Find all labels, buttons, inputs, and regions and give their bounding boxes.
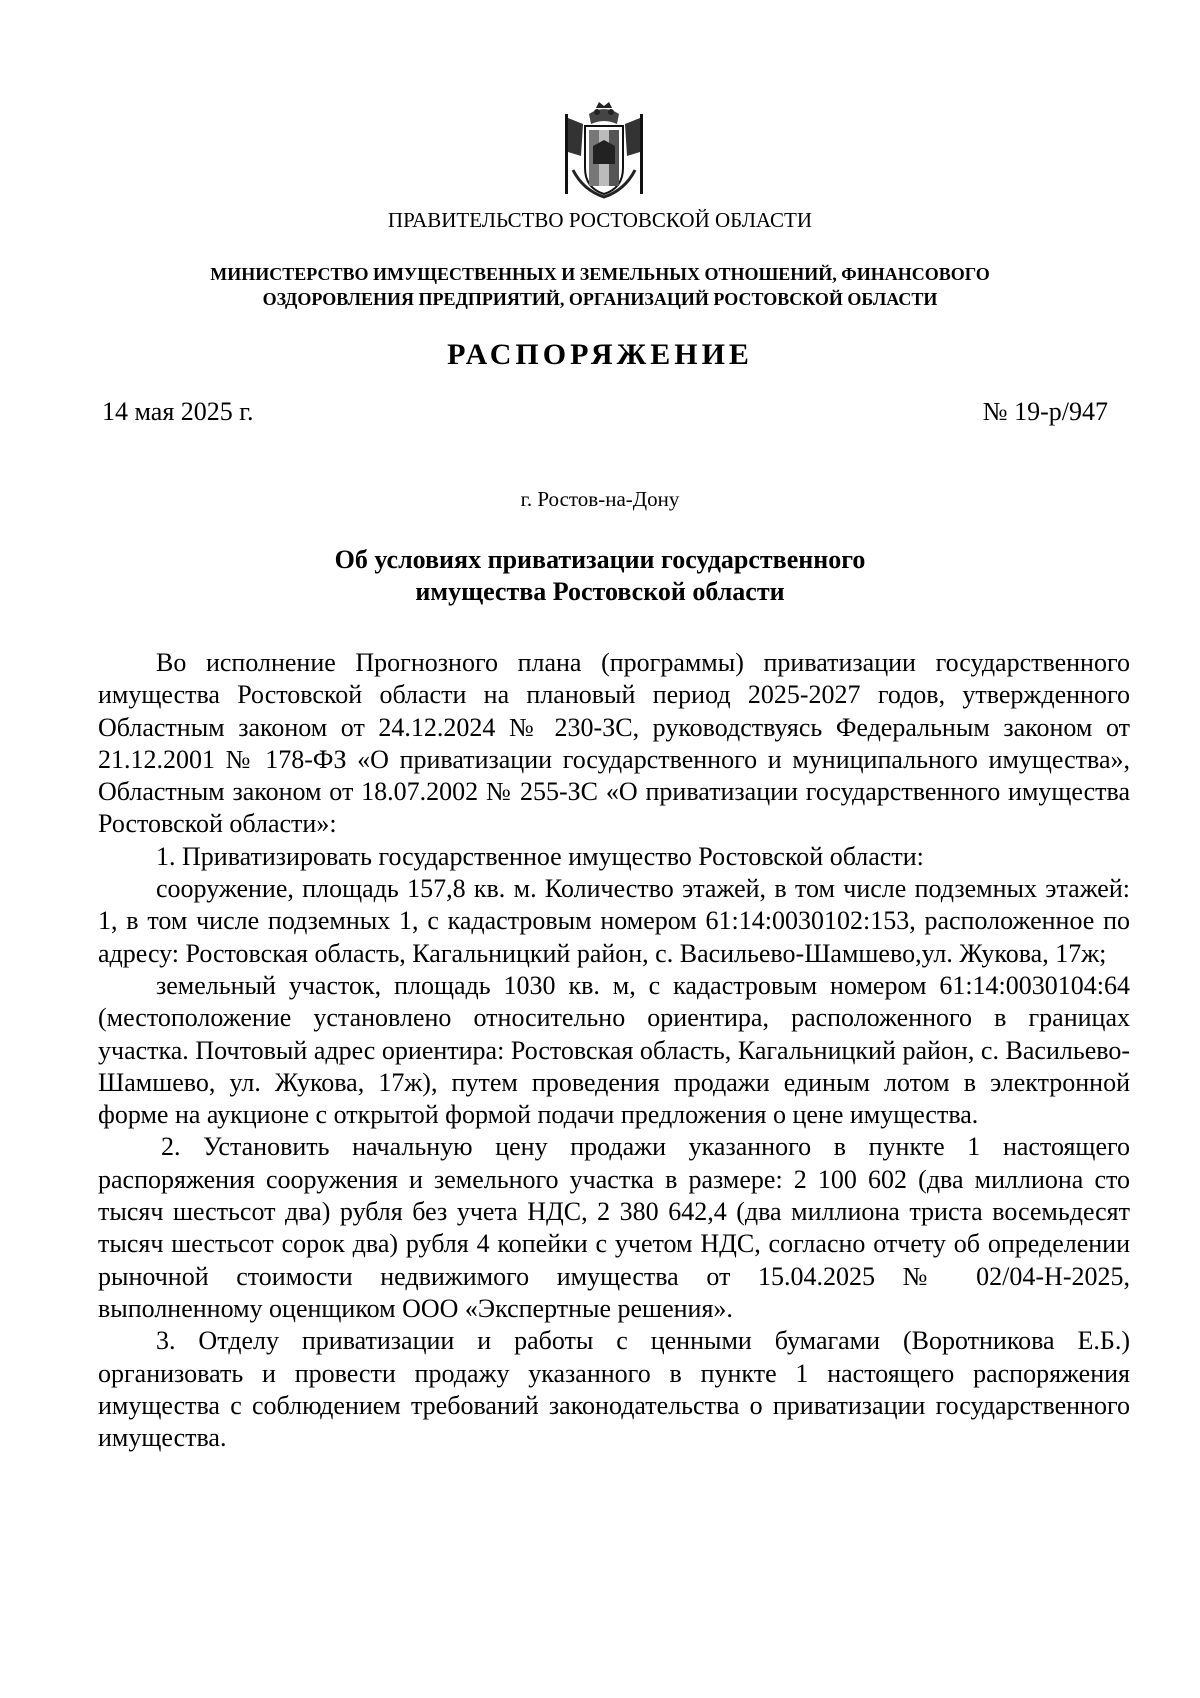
paragraph-item-1: 1. Приватизировать государственное имущество Ростовской области: [156,841,924,871]
document-number: № 19-р/947 [982,397,1108,426]
ministry-line-2: ОЗДОРОВЛЕНИЯ ПРЕДПРИЯТИЙ, ОРГАНИЗАЦИЙ РОСТОВСКОЙ ОБЛАСТИ [262,289,938,309]
paragraph-item-3: 3. Отделу приватизации и работы с ценными бумагами (Воротникова Е.Б.) организовать и провести продажу указанного в пункте 1 настоящего распоряжения имущества с соблюдением требований законодательства о приватизации государственного имущества. [98,1326,1130,1453]
document-body [98,647,1130,1454]
paragraph-land-plot: земельный участок, площадь 1030 кв. м, с кадастровым номером 61:14:0030104:64 (местоположение установлено относительно ориентира, расположенного в границах участка. Почтовый адрес ориентира: Ростовская область, Кагальницкий район, с. Васильево-Шамшево, ул. Жукова, 17ж), путем проведения продажи единым лотом в электронной форме на аукционе с открытой формой подачи предложения о цене имущества. [98,970,1130,1130]
coat-of-arms-icon [559,100,649,200]
subject-line-1: Об условиях приватизации государственного [334,545,866,574]
government-name: ПРАВИТЕЛЬСТВО РОСТОВСКОЙ ОБЛАСТИ [387,208,813,232]
paragraph-structure: сооружение, площадь 157,8 кв. м. Количество этажей, в том числе подземных этажей: 1, в том числе подземных 1, с кадастровым номером 61:14:0030102:153, расположенное по адресу: Ростовская область, Кагальницкий район, с. Васильево-Шамшево,ул. Жукова, 17ж; [98,874,1130,968]
paragraph-preamble: Во исполнение Прогнозного плана (программы) приватизации государственного имущества Ростовской области на плановый период 2025-2027 годов, утвержденного Областным законом от 24.12.2024 № 230-ЗС, руководствуясь Федеральным законом от 21.12.2001 № 178-ФЗ «О приватизации государственного и муниципального имущества», Областным законом от 18.07.2002 № 255-ЗС «О приватизации государственного имущества Ростовской области»: [98,648,1130,839]
document-date: 14 мая 2025 г. [102,397,254,426]
document-subject [0,544,1200,608]
ministry-name [0,262,1200,312]
paragraph-item-2: 2. Установить начальную цену продажи указанного в пункте 1 настоящего распоряжения сооружения и земельного участка в размере: 2 100 602 (два миллиона сто тысяч шестьсот два) рубля без учета НДС, 2 380 642,4 (два миллиона триста восемьдесят тысяч шестьсот сорок два) рубля 4 копейки с учетом НДС, согласно отчету об определении рыночной стоимости недвижимого имущества от 15.04.2025 № 02/04-Н-2025, выполненному оценщиком ООО «Экспертные решения». [98,1132,1130,1323]
subject-line-2: имущества Ростовской области [415,577,785,606]
ministry-line-1: МИНИСТЕРСТВО ИМУЩЕСТВЕННЫХ И ЗЕМЕЛЬНЫХ ОТНОШЕНИЙ, ФИНАНСОВОГО [210,264,990,284]
document-type: РАСПОРЯЖЕНИЕ [447,338,753,371]
document-city: г. Ростов-на-Дону [520,487,680,511]
